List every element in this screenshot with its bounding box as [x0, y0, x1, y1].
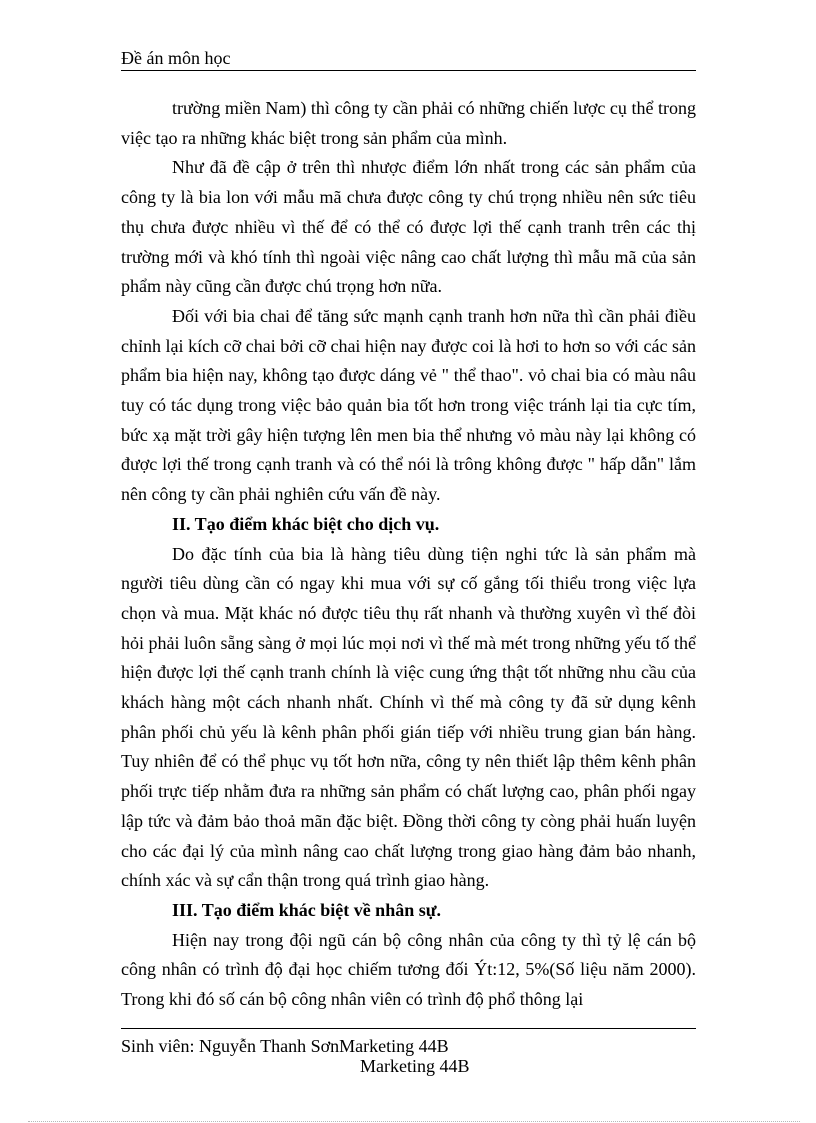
footer-student-name: Sinh viên: Nguyễn Thanh SơnMarketing 44B	[121, 1036, 449, 1056]
header-rule	[121, 70, 696, 71]
paragraph: Hiện nay trong đội ngũ cán bộ công nhân của công ty thì tỷ lệ cán bộ công nhân có trình độ đại học chiếm tương đối Ýt:12, 5%(Số liệu năm 2000). Trong khi đó số cán bộ công nhân viên có trình độ phổ thông lại	[121, 929, 696, 1010]
paragraph: Đối với bia chai để tăng sức mạnh cạnh tranh hơn nữa thì cần phải điều chỉnh lại kích cỡ chai bởi cỡ chai hiện nay được coi là hơi to hơn so với các sản phẩm bia hiện nay, không tạo được dáng vẻ " thể thao". vỏ chai bia có màu nâu tuy có tác dụng trong việc bảo quản bia tốt hơn trong việc tránh lại tia cực tím, bức xạ mặt trời gây hiện tượng lên men bia thể nhưng vỏ màu này lại không có được lợi thế trong cạnh tranh và có thể nói là trông không được " hấp dẫn" lắm nên công ty cần phải nghiên cứu vấn đề này.	[121, 305, 696, 505]
section-heading-personnel: III. Tạo điểm khác biệt về nhân sự.	[172, 899, 442, 920]
page-edge	[28, 1121, 800, 1122]
paragraph: Do đặc tính của bia là hàng tiêu dùng tiện nghi tức là sản phẩm mà người tiêu dùng cần có ngay khi mua với sự cố gắng tối thiểu trong việc lựa chọn và mua. Mặt khác nó được tiêu thụ rất nhanh và thường xuyên vì thế đòi hỏi phải luôn sẵng sàng ở mọi lúc mọi nơi vì thế mà mét trong những yếu tố thể hiện được lợi thế cạnh tranh chính là việc cung ứng thật tốt những nhu cầu của khách hàng một cách nhanh nhất. Chính vì thế mà công ty đã sử dụng kênh phân phối chủ yếu là kênh phân phối gián tiếp với nhiều trung gian bán hàng. Tuy nhiên để có thể phục vụ tốt hơn nữa, công ty nên thiết lập thêm kênh phân phối trực tiếp nhằm đưa ra những sản phẩm có chất lượng cao, phân phối ngay lập tức và đảm bảo thoả mãn đặc biệt. Đồng thời công ty còng phải huấn luyện cho các đại lý của mình nâng cao chất lượng trong giao hàng đảm bảo nhanh, chính xác và sự cẩn thận trong quá trình giao hàng.	[121, 543, 696, 891]
paragraph: Như đã đề cập ở trên thì nhược điểm lớn nhất trong các sản phẩm của công ty là bia lon với mẫu mã chưa được công ty chú trọng nhiều nên sức tiêu thụ chưa được nhiều vì thế để có thể có được lợi thế cạnh tranh trên các thị trường mới và khó tính thì ngoài việc nâng cao chất lượng thì mẫu mã của sản phẩm này cũng cần được chú trọng hơn nữa.	[121, 157, 696, 297]
document-body	[121, 94, 696, 1015]
paragraph: trường miền Nam) thì công ty cần phải có những chiến lược cụ thể trong việc tạo ra những khác biệt trong sản phẩm của mình.	[121, 98, 696, 148]
page-header-title: Đề án môn học	[121, 48, 231, 68]
footer-class: Marketing 44B	[360, 1056, 470, 1076]
section-heading-services: II. Tạo điểm khác biệt cho dịch vụ.	[172, 513, 440, 534]
footer-rule	[121, 1028, 696, 1029]
